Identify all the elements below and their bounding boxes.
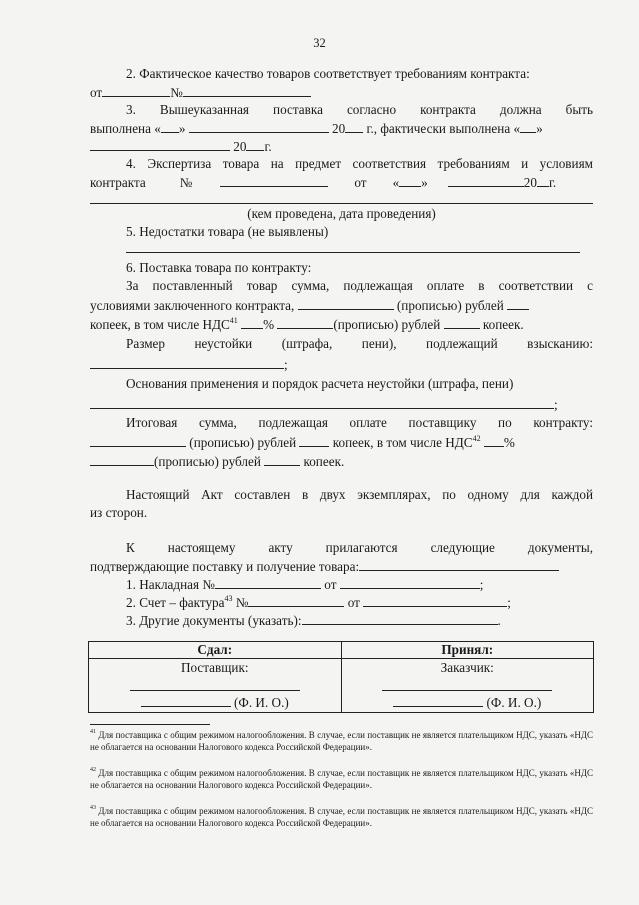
p6-line10: (прописью) рублей копеек, в том числе НДС$^{42}$ % (90, 434, 593, 451)
footnote-42: $^{42}$ Для поставщика с общим режимом налогообложения. В случае, если поставщик не является плательщиком НДС, указать «НДС не облагается на основании Налогового кодекса Российской Федерации». (90, 767, 594, 790)
p6-line5: Размер неустойки (штрафа, пени), подлежащий взысканию: (126, 336, 593, 351)
footnote-43: $^{43}$ Для поставщика с общим режимом налогообложения. В случае, если поставщик не является плательщиком НДС, указать «НДС не облагается на основании Налогового кодекса Российской Федерации». (90, 805, 594, 828)
p4-line2: контракта № от « » 20 г. (90, 175, 557, 190)
p6-line1: 6. Поставка товара по контракту: (126, 260, 312, 275)
copies-line2: из сторон. (90, 505, 148, 520)
p6-line6: ; (90, 356, 593, 373)
p6-line7: Основания применения и порядок расчета неустойки (штрафа, пени) (126, 376, 514, 391)
attach-line1: К настоящему акту прилагаются следующие документы, (126, 540, 593, 555)
signature-table (88, 641, 594, 713)
p3-line1: 3. Вышеуказанная поставка согласно контракта должна быть (126, 102, 593, 117)
p6-line11: (прописью) рублей копеек. (90, 453, 593, 470)
supplier-signature-line (130, 690, 300, 691)
p4-caption: (кем проведена, дата проведения) (247, 206, 436, 221)
accepted-header: Принял: (341, 642, 594, 659)
footnote-41: $^{41}$ Для поставщика с общим режимом налогообложения. В случае, если поставщик не является плательщиком НДС, указать «НДС не облагается на основании Налогового кодекса Российской Федерации». (90, 729, 594, 752)
customer-cell (341, 659, 594, 713)
attach-item3: 3. Другие документы (указать): . (126, 613, 501, 628)
customer-label: Заказчик: (440, 660, 494, 675)
attach-item1: 1. Накладная № от ; (126, 577, 484, 592)
page-number: 32 (313, 36, 326, 50)
supplier-fio: (Ф. И. О.) (89, 694, 341, 712)
p2-line2: от № (90, 84, 593, 101)
p5-blank-line (126, 252, 580, 253)
attach-item2: 2. Счет – фактура$^{43}$ № от ; (126, 593, 511, 610)
p6-line9: Итоговая сумма, подлежащая оплате поставщику по контракту: (126, 415, 593, 430)
p6-line2: За поставленный товар сумма, подлежащая оплате в соответствии с (126, 278, 593, 293)
handed-over-header: Сдал: (89, 642, 342, 659)
copies-line1: Настоящий Акт составлен в двух экземплярах, по одному для каждой (126, 487, 593, 502)
customer-fio: (Ф. И. О.) (342, 694, 594, 712)
p6-line3: условиями заключенного контракта, (прописью) рублей (90, 297, 593, 314)
p6-line8: ; (90, 396, 593, 413)
p3-line2: выполнена « » 20 г., фактически выполнена « » (90, 121, 543, 136)
attach-line2: подтверждающие поставку и получение товара: (90, 558, 593, 575)
customer-signature-line (382, 690, 552, 691)
p6-line4: копеек, в том числе НДС$^{41}$ % (прописью) рублей копеек. (90, 315, 524, 332)
supplier-label: Поставщик: (180, 660, 249, 675)
p5-line1: 5. Недостатки товара (не выявлены) (126, 224, 329, 239)
p3-line3: 20 г. (90, 138, 593, 155)
p4-line1: 4. Экспертиза товара на предмет соответствия требованиям и условиям (126, 156, 593, 171)
p2-line1: 2. Фактическое качество товаров соответствует требованиям контракта: (126, 66, 530, 81)
supplier-cell (89, 659, 342, 713)
footnote-separator (90, 724, 210, 725)
p4-blank-line (90, 203, 593, 204)
